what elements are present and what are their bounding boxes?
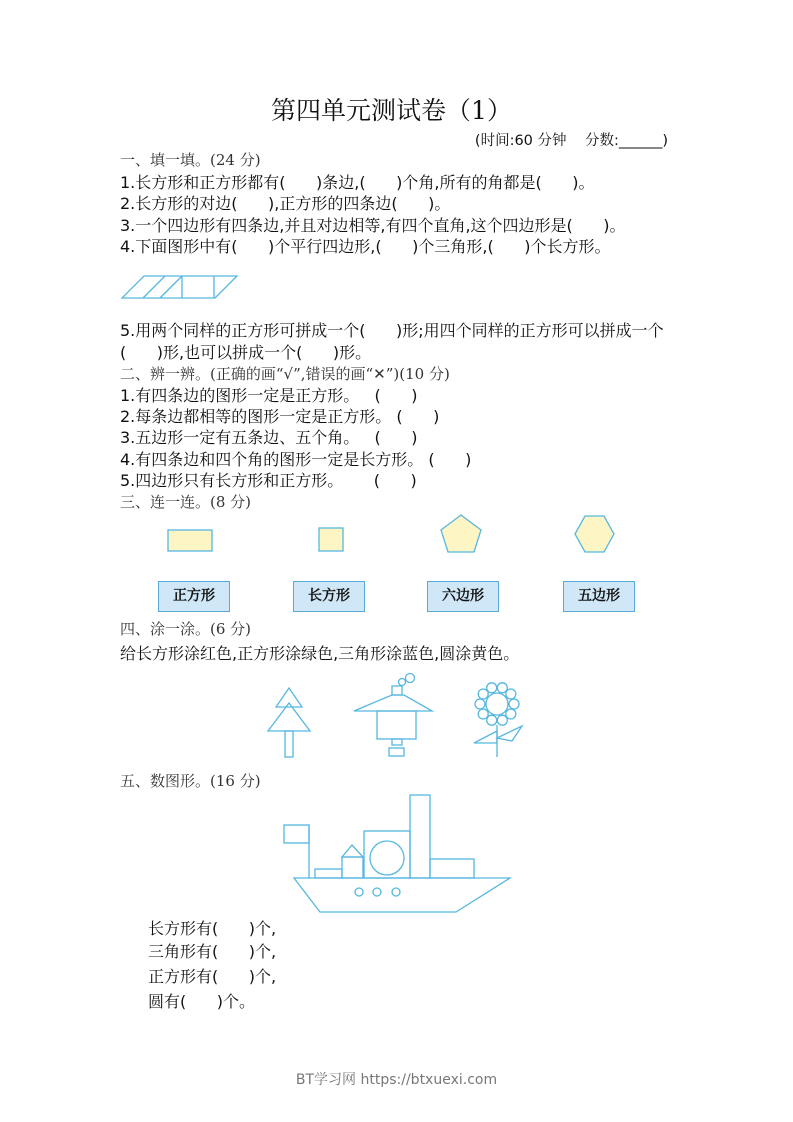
question-1-1: 1.长方形和正方形都有( )条边,( )个角,所有的角都是( )。 — [120, 173, 595, 192]
flower-petal — [487, 715, 497, 725]
label-box-square: 正方形 — [158, 581, 230, 612]
flower-petal — [475, 699, 485, 709]
judge-item-5: 5.四边形只有长方形和正方形。 ( ) — [120, 471, 417, 490]
square-shape — [316, 526, 346, 554]
boat-chimney-rectangle — [410, 795, 430, 878]
flower-petal — [497, 715, 507, 725]
flower-petal — [478, 689, 488, 699]
label-box-pentagon: 五边形 — [563, 581, 635, 612]
label-box-rectangle: 长方形 — [293, 581, 365, 612]
flower-petal — [506, 689, 516, 699]
figure-divider-line — [160, 276, 182, 298]
flower-center-circle — [486, 693, 508, 715]
judge-item-3: 3.五边形一定有五条边、五个角。 ( ) — [120, 428, 418, 447]
section3-header: 三、连一连。(8 分) — [120, 493, 252, 511]
question-1-4: 4.下面图形中有( )个平行四边形,( )个三角形,( )个长方形。 — [120, 237, 611, 256]
square-outline — [319, 528, 343, 551]
flower-petal — [497, 683, 507, 693]
coloring-instruction: 给长方形涂红色,正方形涂绿色,三角形涂蓝色,圆涂黄色。 — [120, 644, 520, 663]
boat-cabin-circle — [370, 841, 404, 875]
pentagon-outline — [441, 515, 481, 552]
judge-item-2: 2.每条边都相等的图形一定是正方形。 ( ) — [120, 407, 440, 426]
boat-house-roof-triangle — [342, 845, 363, 857]
question-1-2: 2.长方形的对边( ),正方形的四条边( )。 — [120, 194, 451, 213]
section5-header: 五、数图形。(16 分) — [120, 772, 261, 790]
section1-header: 一、填一填。(24 分) — [120, 151, 261, 169]
lamp-neck-rectangle — [392, 739, 402, 745]
count-answer-squares: 正方形有( )个, — [148, 967, 277, 986]
boat-flag-rectangle — [284, 825, 309, 843]
lamp-body-rectangle — [377, 711, 416, 739]
count-answer-triangles: 三角形有( )个, — [148, 942, 277, 961]
count-answer-circles: 圆有( )个。 — [148, 992, 256, 1011]
pentagon-shape — [439, 513, 483, 554]
boat-porthole-circle — [373, 888, 381, 896]
boat-deck-rectangle — [430, 859, 474, 878]
count-answer-rectangles: 长方形有( )个, — [148, 919, 277, 938]
boat-house-square — [342, 857, 363, 878]
page-title: 第四单元测试卷（1） — [271, 96, 512, 125]
lamp-top-square — [392, 686, 402, 695]
flower-figure — [468, 678, 528, 760]
section4-header: 四、涂一涂。(6 分) — [120, 620, 252, 638]
tree-top-triangle — [276, 688, 302, 707]
parallelogram-figure — [118, 272, 242, 302]
lamp-roof — [354, 695, 432, 711]
flower-petal — [509, 699, 519, 709]
flower-petal — [487, 683, 497, 693]
lamp-figure — [350, 670, 436, 760]
lamp-small-circle — [406, 674, 415, 683]
exam-info: (时间:60 分钟 分数:______) — [474, 133, 668, 149]
flower-leaf — [474, 731, 497, 743]
flower-petal — [478, 709, 488, 719]
judge-item-1: 1.有四条边的图形一定是正方形。 ( ) — [120, 386, 418, 405]
boat-small-rectangle — [315, 869, 342, 878]
lamp-base-rectangle — [389, 748, 404, 756]
hexagon-shape — [573, 514, 616, 554]
tree-figure — [264, 684, 314, 760]
rectangle-shape — [166, 528, 214, 554]
tree-trunk-rectangle — [285, 731, 293, 757]
lamp-small-circle — [399, 679, 406, 686]
question-1-5-line2: ( )形,也可以拼成一个( )形。 — [120, 343, 372, 362]
hexagon-outline — [575, 516, 614, 552]
flower-leaf — [497, 726, 522, 741]
boat-figure — [280, 790, 514, 916]
question-1-5-line1: 5.用两个同样的正方形可拼成一个( )形;用四个同样的正方形可以拼成一个 — [120, 321, 664, 340]
judge-item-4: 4.有四条边和四个角的图形一定是长方形。 ( ) — [120, 450, 472, 469]
flower-petal — [506, 709, 516, 719]
question-1-3: 3.一个四边形有四条边,并且对边相等,有四个直角,这个四边形是( )。 — [120, 216, 626, 235]
section2-header: 二、辨一辨。(正确的画“√”,错误的画“✕”)(10 分) — [120, 365, 450, 383]
boat-porthole-circle — [392, 888, 400, 896]
page-footer: BT学习网 https://btxuexi.com — [295, 1072, 498, 1088]
boat-hull — [294, 878, 510, 912]
rectangle-outline — [168, 530, 212, 551]
boat-porthole-circle — [355, 888, 363, 896]
figure-divider-line — [143, 276, 165, 298]
label-box-hexagon: 六边形 — [427, 581, 499, 612]
